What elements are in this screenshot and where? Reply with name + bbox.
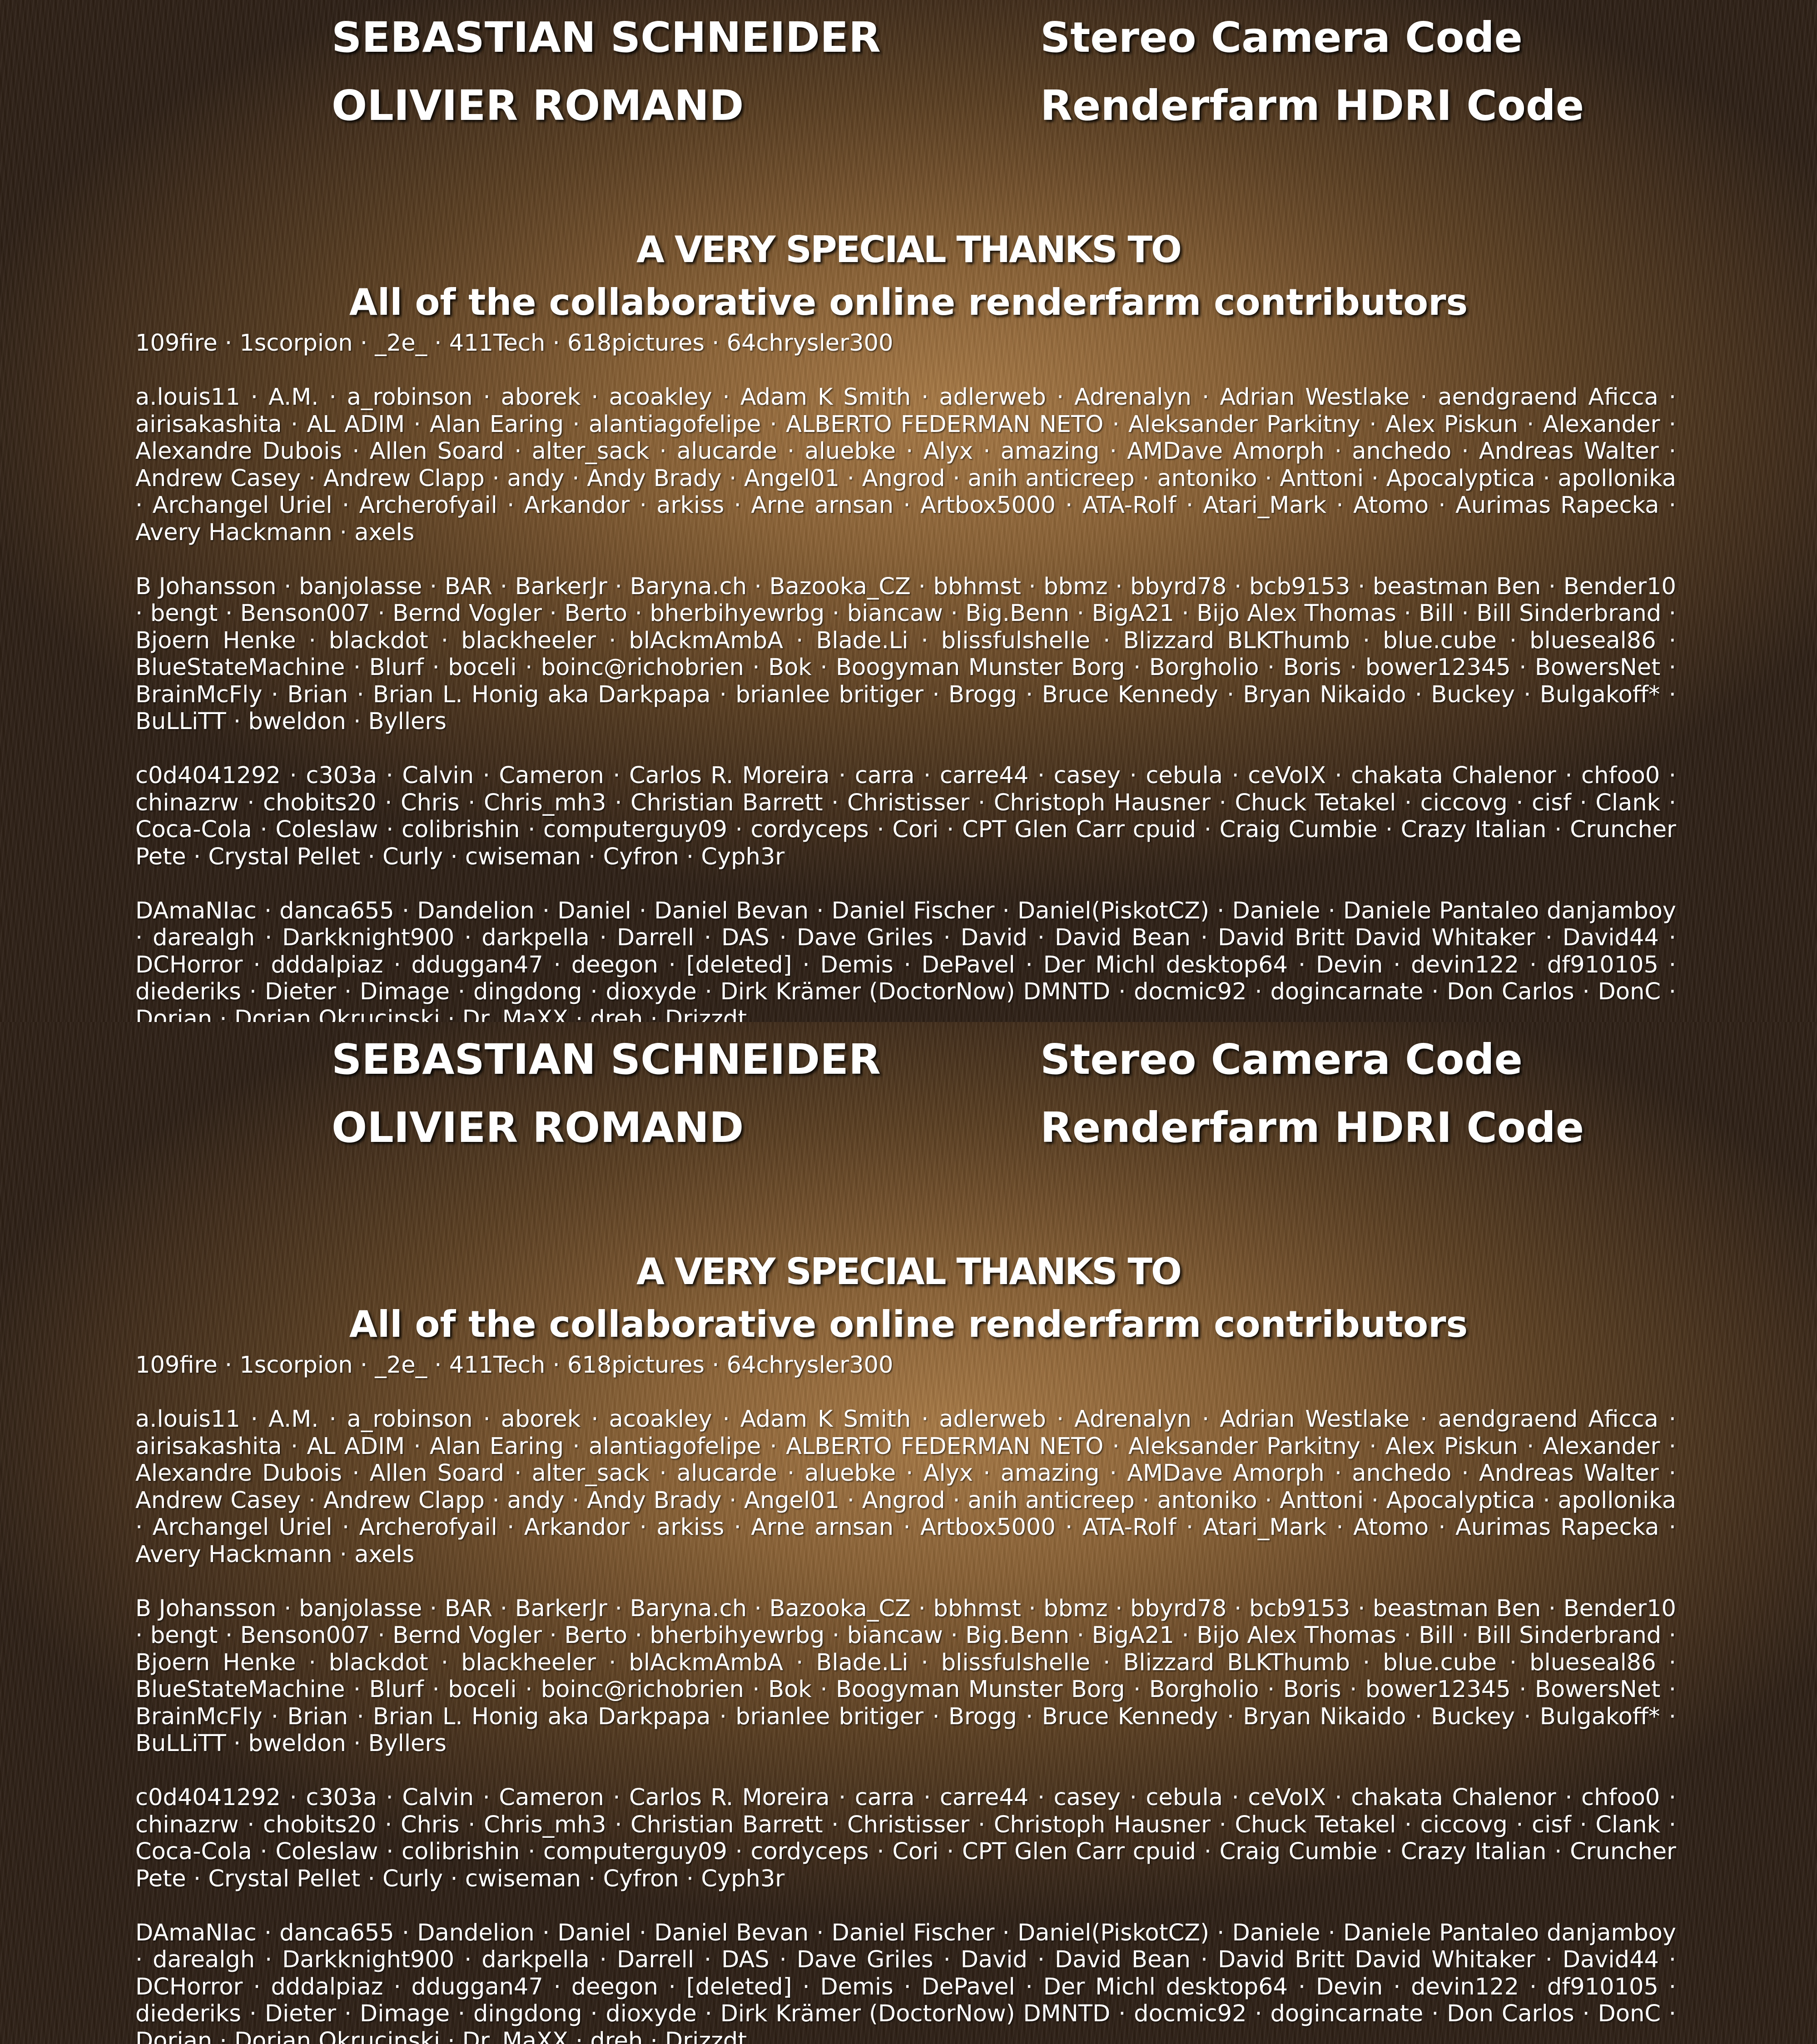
special-thanks-subtitle: All of the collaborative online renderfarm contributors — [0, 1301, 1817, 1348]
contributor-group: a.louis11 · A.M. · a_robinson · aborek · acoakley · Adam K Smith · adlerweb · Adrenalyn · Adrian Westlake · aendgraend Aficca · airisakashita · AL ADIM · Alan Earing · alantiagofelipe · ALBERTO FEDERMAN NETO · Aleksander Parkitny · Alex Piskun · Alexander · Alexandre Dubois · Allen Soard · alter_sack · alucarde · aluebke · Alyx · amazing · AMDave Amorph · anchedo · Andreas Walter · Andrew Casey · Andrew Clapp · andy · Andy Brady · Angel01 · Angrod · anih anticreep · antoniko · Anttoni · Apocalyptica · apollonika · Archangel Uriel · Archerofyail · Arkandor · arkiss · Arne arnsan · Artbox5000 · ATA-Rolf · Atari_Mark · Atomo · Aurimas Rapecka · Avery Hackmann · axels — [135, 384, 1676, 546]
contributor-group: c0d4041292 · c303a · Calvin · Cameron · Carlos R. Moreira · carra · carre44 · casey · cebula · ceVoIX · chakata Chalenor · chfoo0 · chinazrw · chobits20 · Chris · Chris_mh3 · Christian Barrett · Christisser · Christoph Hausner · Chuck Tetakel · ciccovg · cisf · Clank · Coca-Cola · Coleslaw · colibrishin · computerguy09 · cordyceps · Cori · CPT Glen Carr cpuid · Craig Cumbie · Crazy Italian · Cruncher Pete · Crystal Pellet · Curly · cwiseman · Cyfron · Cyph3r — [135, 762, 1676, 870]
contributor-group: 109fire · 1scorpion · _2e_ · 411Tech · 618pictures · 64chrysler300 — [135, 1352, 1676, 1379]
contributor-group: a.louis11 · A.M. · a_robinson · aborek · acoakley · Adam K Smith · adlerweb · Adrenalyn · Adrian Westlake · aendgraend Aficca · airisakashita · AL ADIM · Alan Earing · alantiagofelipe · ALBERTO FEDERMAN NETO · Aleksander Parkitny · Alex Piskun · Alexander · Alexandre Dubois · Allen Soard · alter_sack · alucarde · aluebke · Alyx · amazing · AMDave Amorph · anchedo · Andreas Walter · Andrew Casey · Andrew Clapp · andy · Andy Brady · Angel01 · Angrod · anih anticreep · antoniko · Anttoni · Apocalyptica · apollonika · Archangel Uriel · Archerofyail · Arkandor · arkiss · Arne arnsan · Artbox5000 · ATA-Rolf · Atari_Mark · Atomo · Aurimas Rapecka · Avery Hackmann · axels — [135, 1406, 1676, 1568]
contributor-group: 109fire · 1scorpion · _2e_ · 411Tech · 618pictures · 64chrysler300 — [135, 330, 1676, 357]
credit-name: SEBASTIAN SCHNEIDER — [332, 13, 881, 63]
credit-role: Stereo Camera Code — [1040, 1035, 1523, 1085]
credit-role: Renderfarm HDRI Code — [1040, 81, 1584, 131]
credit-role: Renderfarm HDRI Code — [1040, 1103, 1584, 1153]
credit-role: Stereo Camera Code — [1040, 13, 1523, 63]
special-thanks-subtitle: All of the collaborative online renderfarm contributors — [0, 279, 1817, 326]
contributor-group: c0d4041292 · c303a · Calvin · Cameron · Carlos R. Moreira · carra · carre44 · casey · cebula · ceVoIX · chakata Chalenor · chfoo0 · chinazrw · chobits20 · Chris · Chris_mh3 · Christian Barrett · Christisser · Christoph Hausner · Chuck Tetakel · ciccovg · cisf · Clank · Coca-Cola · Coleslaw · colibrishin · computerguy09 · cordyceps · Cori · CPT Glen Carr cpuid · Craig Cumbie · Crazy Italian · Cruncher Pete · Crystal Pellet · Curly · cwiseman · Cyfron · Cyph3r — [135, 1784, 1676, 1892]
special-thanks-title: A VERY SPECIAL THANKS TO — [0, 227, 1817, 273]
contributor-group: DAmaNIac · danca655 · Dandelion · Daniel · Daniel Bevan · Daniel Fischer · Daniel(PiskotCZ) · Daniele · Daniele Pantaleo danjamboy · darealgh · Darkknight900 · darkpella · Darrell · DAS · Dave Griles · David · David Bean · David Britt David Whitaker · David44 · DCHorror · dddalpiaz · dduggan47 · deegon · [deleted] · Demis · DePavel · Der Michl desktop64 · Devin · devin122 · df910105 · diederiks · Dieter · Dimage · dingdong · dioxyde · Dirk Krämer (DoctorNow) DMNTD · docmic92 · dogincarnate · Don Carlos · DonC · Dorian · Dorian Okrucinski · Dr. MaXX · dreh · Drizzdt — [135, 898, 1676, 1022]
contributor-group: DAmaNIac · danca655 · Dandelion · Daniel · Daniel Bevan · Daniel Fischer · Daniel(PiskotCZ) · Daniele · Daniele Pantaleo danjamboy · darealgh · Darkknight900 · darkpella · Darrell · DAS · Dave Griles · David · David Bean · David Britt David Whitaker · David44 · DCHorror · dddalpiaz · dduggan47 · deegon · [deleted] · Demis · DePavel · Der Michl desktop64 · Devin · devin122 · df910105 · diederiks · Dieter · Dimage · dingdong · dioxyde · Dirk Krämer (DoctorNow) DMNTD · docmic92 · dogincarnate · Don Carlos · DonC · Dorian · Dorian Okrucinski · Dr. MaXX · dreh · Drizzdt — [135, 1920, 1676, 2044]
credit-name: OLIVIER ROMAND — [332, 81, 744, 131]
contributor-group: B Johansson · banjolasse · BAR · BarkerJr · Baryna.ch · Bazooka_CZ · bbhmst · bbmz · bbyrd78 · bcb9153 · beastman Ben · Bender10 · bengt · Benson007 · Bernd Vogler · Berto · bherbihyewrbg · biancaw · Big.Benn · BigA21 · Bijo Alex Thomas · Bill · Bill Sinderbrand · Bjoern Henke · blackdot · blackheeler · blAckmAmbA · Blade.Li · blissfulshelle · Blizzard BLKThumb · blue.cube · blueseal86 · BlueStateMachine · Blurf · boceli · boinc@richobrien · Bok · Boogyman Munster Borg · Borgholio · Boris · bower12345 · BowersNet · BrainMcFly · Brian · Brian L. Honig aka Darkpapa · brianlee britiger · Brogg · Bruce Kennedy · Bryan Nikaido · Buckey · Bulgakoff* · BuLLiTT · bweldon · Byllers — [135, 573, 1676, 735]
credit-name: OLIVIER ROMAND — [332, 1103, 744, 1153]
credit-name: SEBASTIAN SCHNEIDER — [332, 1035, 881, 1085]
contributor-group: B Johansson · banjolasse · BAR · BarkerJr · Baryna.ch · Bazooka_CZ · bbhmst · bbmz · bbyrd78 · bcb9153 · beastman Ben · Bender10 · bengt · Benson007 · Bernd Vogler · Berto · bherbihyewrbg · biancaw · Big.Benn · BigA21 · Bijo Alex Thomas · Bill · Bill Sinderbrand · Bjoern Henke · blackdot · blackheeler · blAckmAmbA · Blade.Li · blissfulshelle · Blizzard BLKThumb · blue.cube · blueseal86 · BlueStateMachine · Blurf · boceli · boinc@richobrien · Bok · Boogyman Munster Borg · Borgholio · Boris · bower12345 · BowersNet · BrainMcFly · Brian · Brian L. Honig aka Darkpapa · brianlee britiger · Brogg · Bruce Kennedy · Bryan Nikaido · Buckey · Bulgakoff* · BuLLiTT · bweldon · Byllers — [135, 1595, 1676, 1757]
special-thanks-title: A VERY SPECIAL THANKS TO — [0, 1249, 1817, 1295]
